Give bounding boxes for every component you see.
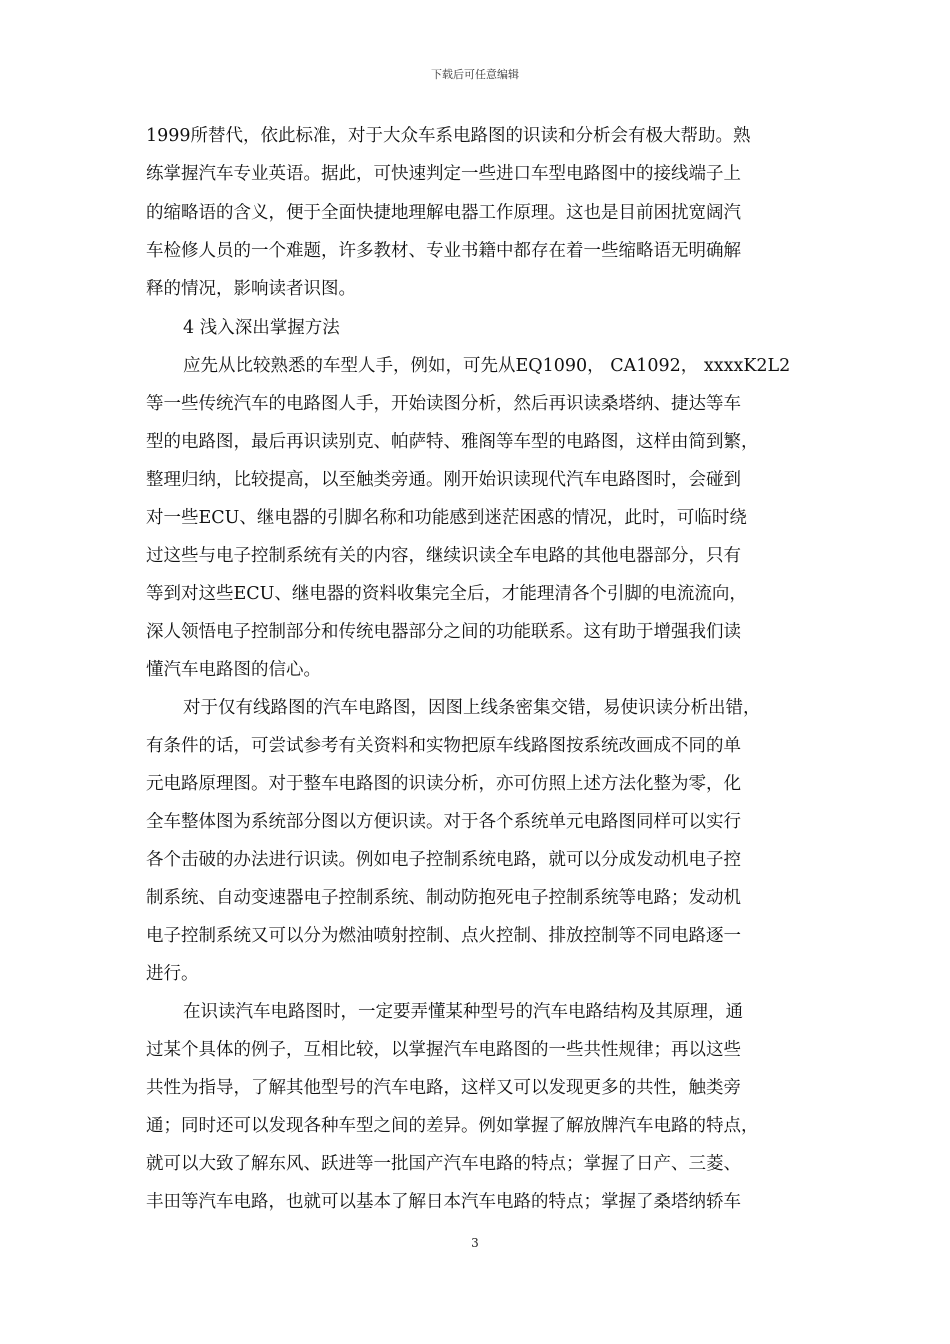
text-line: 就可以大致了解东风、跃进等一批国产汽车电路的特点；掌握了日产、三菱、 [146,1154,741,1174]
text-line: 各个击破的办法进行识读。例如电子控制系统电路，就可以分成发动机电子控 [146,850,741,870]
section-heading: 4 浅入深出掌握方法 [183,318,340,338]
text-line: 整理归纳，比较提高，以至触类旁通。刚开始识读现代汽车电路图时，会碰到 [146,470,741,490]
text-line: 在识读汽车电路图时，一定要弄懂某种型号的汽车电路结构及其原理，通 [183,1002,743,1022]
text-line: 懂汽车电路图的信心。 [146,660,321,680]
text-line: 等一些传统汽车的电路图人手，开始读图分析，然后再识读桑塔纳、捷达等车 [146,394,741,414]
text-line: 进行。 [146,964,199,984]
text-line: 有条件的话，可尝试参考有关资料和实物把原车线路图按系统改画成不同的单 [146,736,741,756]
text-line: 的缩略语的含义，便于全面快捷地理解电器工作原理。这也是目前困扰宽阔汽 [146,203,741,223]
text-line: 1999所替代，依此标准，对于大众车系电路图的识读和分析会有极大帮助。熟 [146,126,751,146]
text-line: 练掌握汽车专业英语。据此，可快速判定一些进口车型电路图中的接线端子上 [146,164,741,184]
text-line: 通；同时还可以发现各种车型之间的差异。例如掌握了解放牌汽车电路的特点， [146,1116,759,1136]
text-line: 应先从比较熟悉的车型人手，例如，可先从EQ1090， CA1092， xxxxK2L2 [183,356,791,376]
text-line: 丰田等汽车电路，也就可以基本了解日本汽车电路的特点；掌握了桑塔纳轿车 [146,1192,741,1212]
text-line: 电子控制系统又可以分为燃油喷射控制、点火控制、排放控制等不同电路逐一 [146,926,741,946]
text-line: 等到对这些ECU、继电器的资料收集完全后，才能理清各个引脚的电流流向， [146,584,747,604]
page-number: 3 [471,1236,479,1250]
text-line: 过这些与电子控制系统有关的内容，继续识读全车电路的其他电器部分，只有 [146,546,741,566]
text-line: 制系统、自动变速器电子控制系统、制动防抱死电子控制系统等电路；发动机 [146,888,741,908]
text-line: 型的电路图，最后再识读别克、帕萨特、雅阁等车型的电路图，这样由简到繁， [146,432,759,452]
text-line: 过某个具体的例子，互相比较，以掌握汽车电路图的一些共性规律；再以这些 [146,1040,741,1060]
text-line: 共性为指导，了解其他型号的汽车电路，这样又可以发现更多的共性，触类旁 [146,1078,741,1098]
text-line: 车检修人员的一个难题，许多教材、专业书籍中都存在着一些缩略语无明确解 [146,241,741,261]
text-line: 元电路原理图。对于整车电路图的识读分析，亦可仿照上述方法化整为零，化 [146,774,741,794]
text-line: 深人领悟电子控制部分和传统电器部分之间的功能联系。这有助于增强我们读 [146,622,741,642]
text-line: 释的情况，影响读者识图。 [146,279,356,299]
text-line: 对于仅有线路图的汽车电路图，因图上线条密集交错，易使识读分析出错， [183,698,761,718]
text-line: 对一些ECU、继电器的引脚名称和功能感到迷茫困惑的情况，此时，可临时绕 [146,508,747,528]
text-line: 全车整体图为系统部分图以方便识读。对于各个系统单元电路图同样可以实行 [146,812,741,832]
page-header: 下载后可任意编辑 [431,68,519,81]
